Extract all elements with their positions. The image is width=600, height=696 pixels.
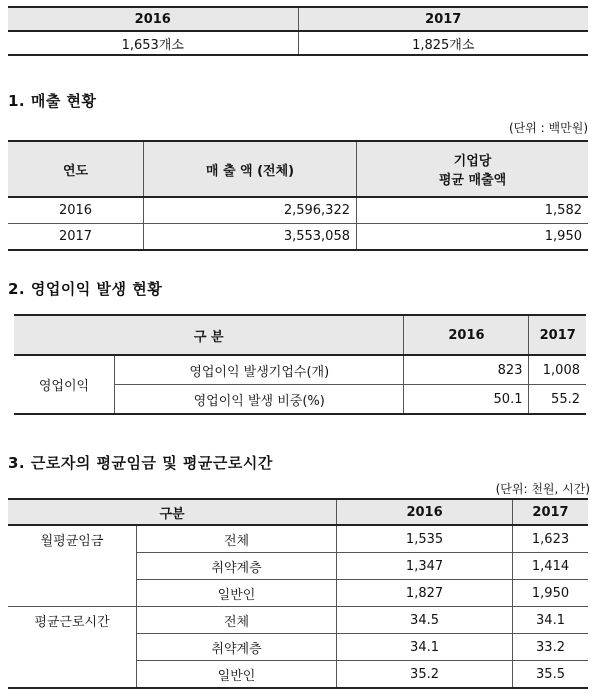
value-2016: 1,827 [337,580,513,607]
avg-sales-cell: 1,950 [357,224,589,251]
value-2017: 1,623 [513,525,588,553]
value-2016: 34.1 [337,634,513,661]
value-2017: 35.5 [513,661,588,689]
group-label: 월평균임금 [8,525,137,553]
sales-table [8,140,588,251]
unit-label-wages: (단위: 천원, 시간) [495,482,590,496]
sales-cell: 2,596,322 [144,197,357,224]
row-label: 일반인 [137,661,337,689]
row-label: 전체 [137,525,337,553]
header-avg-sales [357,141,589,197]
header-2016: 2016 [8,7,298,31]
header-2016: 2016 [404,315,529,355]
value-2016: 34.5 [337,607,513,634]
table-row [8,607,588,634]
section-title-wages: 3. 근로자의 평균임금 및 평균근로시간 [8,454,273,472]
value-2016: 1,535 [337,525,513,553]
group-spacer [8,634,137,661]
table-header-row [8,499,588,525]
header-2016: 2016 [337,499,513,525]
header-avg-line2: 평균 매출액 [438,173,507,188]
table-row [8,580,588,607]
header-category: 구분 [8,499,337,525]
header-sales: 매 출 액 (전체) [144,141,357,197]
facility-count-table [8,6,588,56]
header-avg-line1: 기업당 [453,154,492,169]
group-spacer [8,580,137,607]
section-title-sales: 1. 매출 현황 [8,92,97,110]
count-2016: 1,653개소 [8,31,298,55]
row-label: 취약계층 [137,553,337,580]
value-2017: 33.2 [513,634,588,661]
table-row [8,224,588,251]
row-label: 영업이익 발생기업수(개) [115,355,404,385]
value-2017: 1,950 [513,580,588,607]
operating-profit-table [14,314,586,415]
table-header-row [8,7,588,31]
table-row [8,553,588,580]
table-header-row [8,141,588,197]
group-label: 평균근로시간 [8,607,137,634]
row-label: 영업이익 발생 비중(%) [115,385,404,415]
value-2017: 55.2 [529,385,586,415]
header-category: 구 분 [14,315,404,355]
table-row [8,197,588,224]
header-2017: 2017 [513,499,588,525]
row-label: 일반인 [137,580,337,607]
table-row [14,355,586,385]
table-row [8,525,588,553]
header-year: 연도 [8,141,144,197]
unit-label-sales: (단위 : 백만원) [509,121,588,135]
value-2017: 34.1 [513,607,588,634]
section-title-operating-profit: 2. 영업이익 발생 현황 [8,280,163,298]
group-spacer [8,661,137,689]
value-2016: 50.1 [404,385,529,415]
header-2017: 2017 [529,315,586,355]
avg-sales-cell: 1,582 [357,197,589,224]
wage-hours-table [8,498,588,689]
year-cell: 2016 [8,197,144,224]
row-label: 전체 [137,607,337,634]
row-label: 취약계층 [137,634,337,661]
value-2017: 1,008 [529,355,586,385]
group-spacer [8,553,137,580]
value-2016: 1,347 [337,553,513,580]
year-cell: 2017 [8,224,144,251]
table-row [8,634,588,661]
table-header-row [14,315,586,355]
group-label: 영업이익 [14,355,115,414]
value-2016: 823 [404,355,529,385]
count-2017: 1,825개소 [298,31,588,55]
table-row [8,31,588,55]
value-2017: 1,414 [513,553,588,580]
table-row [8,661,588,689]
value-2016: 35.2 [337,661,513,689]
sales-cell: 3,553,058 [144,224,357,251]
header-2017: 2017 [298,7,588,31]
